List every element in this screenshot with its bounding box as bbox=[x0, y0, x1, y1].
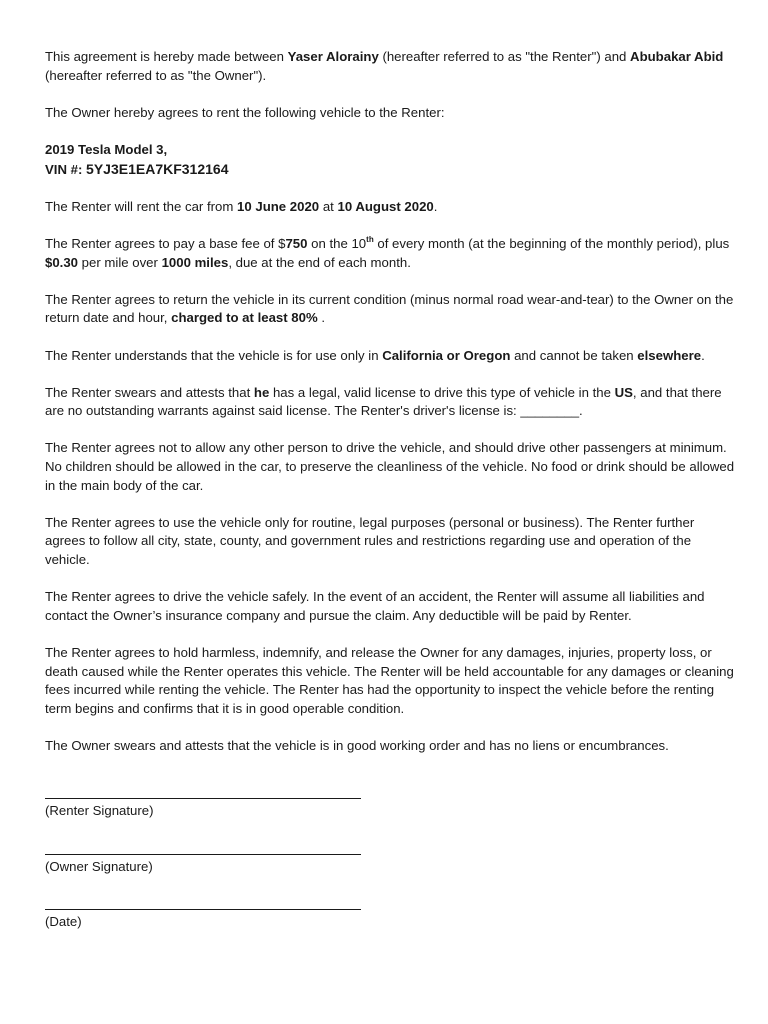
elsewhere-word: elsewhere bbox=[637, 347, 702, 363]
intro-paragraph bbox=[45, 48, 735, 85]
license-country: US bbox=[614, 384, 633, 400]
license-text: The Renter swears and attests that bbox=[45, 384, 254, 400]
owner-attest-paragraph: The Owner swears and attests that the vehicle is in good working order and has no liens or encumbrances. bbox=[45, 737, 669, 753]
owner-name: Abubakar Abid bbox=[630, 49, 724, 64]
renter-pronoun: he bbox=[253, 384, 270, 400]
fee-text: on the 10 bbox=[307, 235, 367, 251]
period-text: The Renter will rent the car from bbox=[45, 198, 238, 214]
area-text: The Renter understands that the vehicle is for use only in bbox=[45, 347, 383, 363]
area-paragraph bbox=[45, 347, 735, 366]
owner-signature-block bbox=[45, 854, 365, 874]
start-date: 10 June 2020 bbox=[237, 198, 320, 214]
fee-text: per mile over bbox=[78, 254, 162, 270]
charge-level: charged to at least 80% bbox=[171, 310, 318, 326]
vin-label: VIN #: bbox=[45, 161, 87, 177]
area-text: . bbox=[701, 347, 705, 363]
license-text: has a legal, valid license to drive this type of vehicle in the bbox=[269, 384, 615, 400]
vehicle-model: 2019 Tesla Model 3, bbox=[45, 141, 168, 157]
safety-paragraph: The Renter agrees to drive the vehicle safely. In the event of an accident, the Renter will assume all liabilities and contact the Owner’s insurance company and pursue the claim. Any deductible will be paid by Renter. bbox=[45, 589, 705, 623]
intro-text: (hereafter referred to as "the Owner"). bbox=[45, 67, 267, 83]
liability-paragraph: The Renter agrees to hold harmless, indemnify, and release the Owner for any damages, injuries, property loss, or death caused while the Renter operates this vehicle. The Renter will be held accountable for any damages or cleaning fees incurred while renting the vehicle. The Renter has had the opportunity to inspect the vehicle before the renting term begins and confirms that it is in good operable condition. bbox=[45, 645, 734, 716]
return-text: The Renter agrees to return the vehicle in its current condition (minus normal road wear-and-tear) to the Owner on the return date and hour, bbox=[45, 291, 734, 326]
rent-intro-paragraph: The Owner hereby agrees to rent the following vehicle to the Renter: bbox=[45, 104, 445, 120]
return-text: . bbox=[317, 310, 326, 326]
rental-period-paragraph bbox=[45, 198, 735, 217]
fee-text: of every month (at the beginning of the monthly period), plus bbox=[373, 235, 730, 251]
use-paragraph: The Renter agrees to use the vehicle only for routine, legal purposes (personal or business). The Renter further agrees to follow all city, state, county, and government rules and restrictions regarding use and operation of the vehicle. bbox=[45, 514, 695, 568]
agreement-body bbox=[45, 48, 735, 774]
intro-text: This agreement is hereby made between bbox=[45, 49, 288, 64]
per-mile-fee: $0.30 bbox=[45, 254, 79, 270]
owner-signature-line bbox=[45, 854, 361, 855]
owner-signature-label: (Owner Signature) bbox=[45, 859, 153, 874]
area-text: and cannot be taken bbox=[510, 347, 638, 363]
license-text: , and that there are no outstanding warrants against said license. The Renter's driver's license is: ________. bbox=[45, 384, 722, 419]
vehicle-block bbox=[45, 141, 735, 179]
date-block bbox=[45, 909, 365, 929]
fee-text: The Renter agrees to pay a base fee of $ bbox=[45, 235, 286, 251]
renter-name: Yaser Alorainy bbox=[287, 49, 379, 64]
period-text: at bbox=[319, 198, 338, 214]
date-line bbox=[45, 909, 361, 910]
fee-paragraph bbox=[45, 235, 735, 272]
base-fee: 750 bbox=[285, 235, 308, 251]
renter-signature-block bbox=[45, 798, 365, 818]
renter-signature-label: (Renter Signature) bbox=[45, 803, 154, 818]
license-paragraph bbox=[45, 384, 735, 421]
vin-number: 5YJ3E1EA7KF312164 bbox=[86, 160, 229, 177]
fee-text: , due at the end of each month. bbox=[228, 254, 411, 270]
intro-text: (hereafter referred to as "the Renter") and bbox=[378, 49, 631, 64]
passengers-paragraph: The Renter agrees not to allow any other person to drive the vehicle, and should drive other passengers at minimum. No children should be allowed in the car, to preserve the cleanliness of the vehicle. No food or drink should be allowed in the main body of the car. bbox=[45, 440, 735, 493]
end-date: 10 August 2020 bbox=[337, 198, 434, 214]
mile-threshold: 1000 miles bbox=[161, 254, 229, 270]
ordinal-suffix: th bbox=[366, 234, 374, 244]
date-label: (Date) bbox=[45, 914, 82, 929]
renter-signature-line bbox=[45, 798, 361, 799]
period-text: . bbox=[433, 198, 438, 214]
allowed-states: California or Oregon bbox=[382, 347, 511, 363]
return-paragraph bbox=[45, 291, 735, 328]
